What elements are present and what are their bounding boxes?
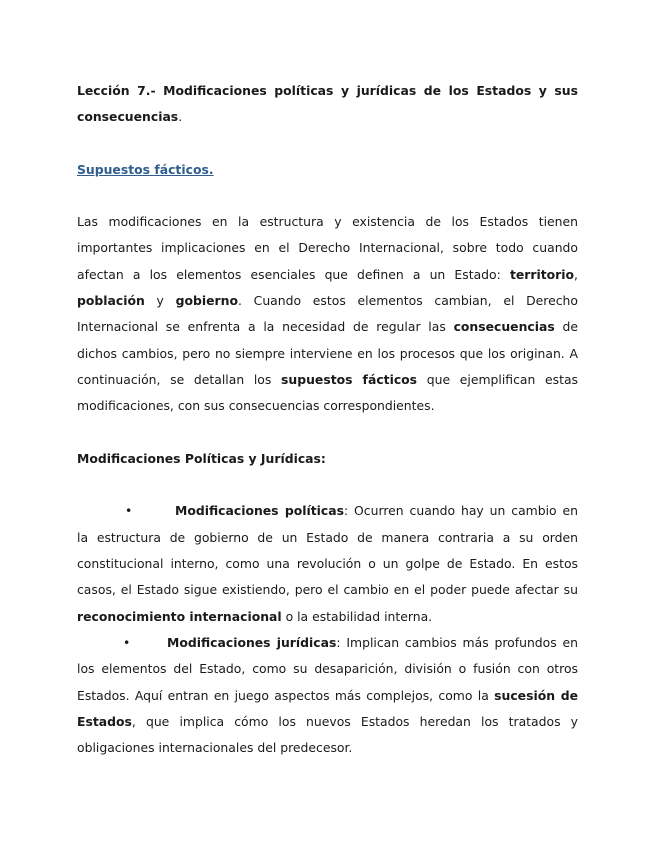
bullet-term: Modificaciones jurídicas — [167, 634, 337, 650]
bullet-text-1: : Implican cambios más profundos en los elementos del Estado, como su desaparición, división o fusión con otros Estados. Aquí entran en juego aspectos más complejos, como la — [77, 634, 578, 703]
intro-paragraph — [77, 209, 578, 419]
section-heading-text[interactable]: Supuestos fácticos. — [77, 161, 214, 177]
document-page — [77, 78, 578, 761]
bullet-icon: • — [125, 503, 133, 519]
bullet-icon: • — [123, 634, 131, 650]
lesson-title-period: . — [178, 109, 183, 125]
lesson-title-text: Lección 7.- Modificaciones políticas y jurídicas de los Estados y sus consecuencias — [77, 83, 578, 125]
intro-text-2: , — [574, 266, 578, 282]
intro-text-1: Las modificaciones en la estructura y existencia de los Estados tienen importantes implicaciones en el Derecho Internacional, sobre todo cuando afectan a los elementos esenciales que definen a un Estado: — [77, 214, 578, 282]
intro-bold-consecuencias: consecuencias — [453, 319, 555, 335]
bullet-term: Modificaciones políticas — [175, 503, 344, 519]
intro-bold-gobierno: gobierno — [175, 293, 238, 309]
intro-bold-poblacion: población — [77, 293, 145, 309]
bullet-list — [77, 498, 578, 761]
lesson-title — [77, 78, 578, 131]
intro-text-3: y — [144, 293, 176, 309]
subheading: Modificaciones Políticas y Jurídicas: — [77, 450, 326, 466]
bullet-bold: reconocimiento internacional — [77, 608, 282, 624]
section-heading-link[interactable] — [77, 157, 578, 183]
bullet-text-2: , que implica cómo los nuevos Estados heredan los tratados y obligaciones internacionales del predecesor. — [77, 713, 578, 756]
bullet-text-1: : Ocurren cuando hay un cambio en la estructura de gobierno de un Estado de manera contraria a su orden constitucional interno, como una revolución o un golpe de Estado. En estos casos, el Estado sigue existiendo, pero el cambio en el poder puede afectar su — [77, 503, 579, 598]
intro-text-4: . Cuando estos elementos cambian, el Derecho Internacional se enfrenta a la necesidad de regular las — [77, 293, 578, 335]
bullet-bold: sucesión de Estados — [77, 687, 578, 729]
intro-bold-territorio: territorio — [509, 266, 575, 282]
list-item — [77, 498, 578, 629]
intro-text-6: que ejemplifican estas modificaciones, con sus consecuencias correspondientes. — [77, 371, 578, 414]
intro-text-5: de dichos cambios, pero no siempre interviene en los procesos que los originan. A continuación, se detallan los — [77, 319, 578, 387]
intro-bold-supuestos: supuestos fácticos — [281, 371, 418, 387]
bullet-text-2: o la estabilidad interna. — [281, 608, 433, 624]
list-item — [77, 630, 578, 761]
